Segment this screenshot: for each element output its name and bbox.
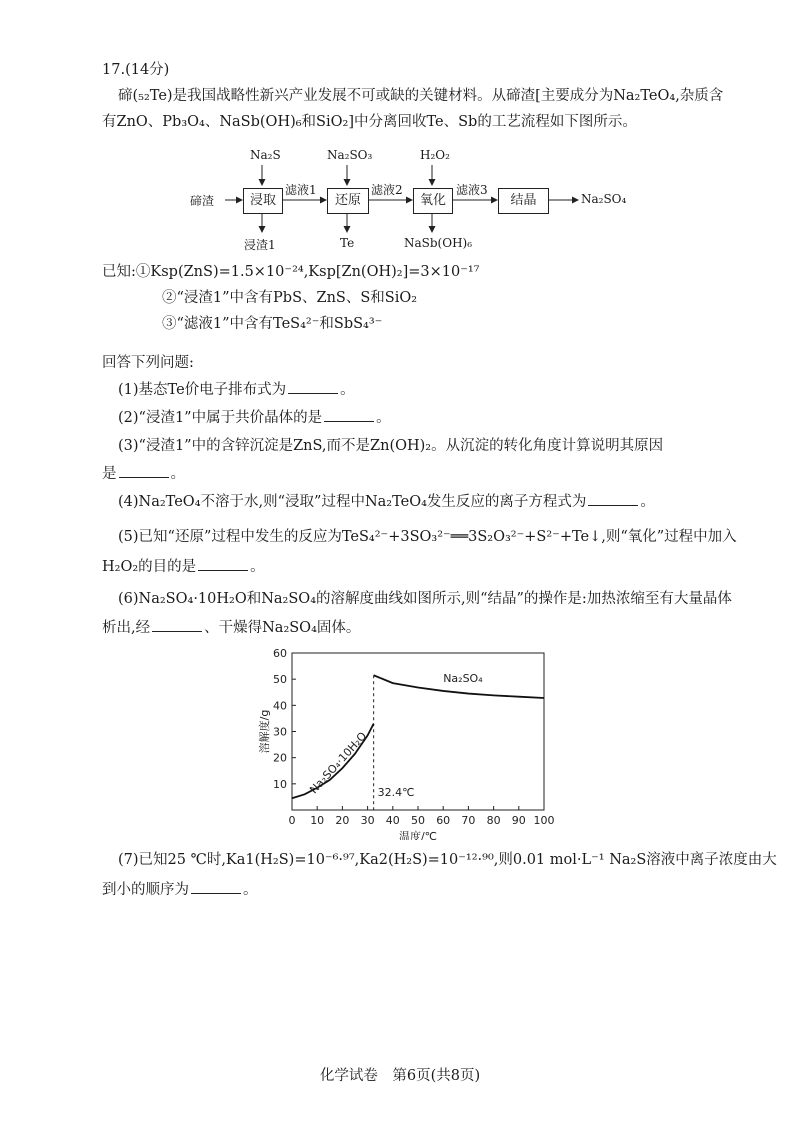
answer-blank-2[interactable] (324, 407, 374, 422)
answer-heading: 回答下列问题: (102, 355, 194, 371)
flow-box-oxidize: 氧化 (413, 188, 453, 214)
solubility-chart-svg (240, 640, 570, 840)
period-3: 。 (170, 466, 185, 482)
intro-line-2: 有ZnO、Pb₃O₄、NaSb(OH)₆和SiO₂]中分离回收Te、Sb的工艺流程如下图所示。 (102, 114, 637, 130)
subquestion-6-line-2 (102, 617, 360, 638)
x-tick-label-8: 80 (486, 814, 501, 827)
subquestion-7-text-2: 到小的顺序为 (102, 882, 189, 898)
answer-blank-4[interactable] (588, 491, 638, 506)
subquestion-6-text-2b: 、干燥得Na₂SO₄固体。 (204, 620, 361, 636)
subquestion-6-line-1: (6)Na₂SO₄·10H₂O和Na₂SO₄的溶解度曲线如图所示,则“结晶”的操作是:加热浓缩至有大量晶体 (118, 591, 732, 607)
y-tick-label-0: 10 (273, 777, 287, 791)
period-7: 。 (243, 882, 258, 898)
x-tick-label-7: 70 (461, 814, 476, 827)
x-tick-label-3: 30 (360, 814, 375, 827)
subquestion-7-line-1: (7)已知25 ℃时,Ka1(H₂S)=10⁻⁶·⁹⁷,Ka2(H₂S)=10⁻¹²·⁹⁰,则0.01 mol·L⁻¹ Na₂S溶液中离子浓度由大 (118, 852, 777, 868)
answer-blank-6[interactable] (152, 617, 202, 632)
subquestion-4-text: (4)Na₂TeO₄不溶于水,则“浸取”过程中Na₂TeO₄发生反应的离子方程式为 (118, 494, 587, 510)
y-axis-label: 溶解度/g (258, 709, 271, 754)
period-2: 。 (376, 410, 391, 426)
x-tick-label-10: 100 (533, 814, 555, 827)
subquestion-4 (118, 491, 655, 512)
x-axis-label: 温度/℃ (398, 830, 438, 840)
flowchart-arrows (0, 0, 800, 260)
filtrate-2-label: 滤液2 (371, 183, 403, 197)
subquestion-5-line-1: (5)已知“还原”过程中发生的反应为TeS₄²⁻+3SO₃²⁻══3S₂O₃²⁻+S²⁻+Te↓,则“氧化”过程中加入 (118, 529, 737, 545)
reagent-na2so3: Na₂SO₃ (327, 148, 373, 162)
subquestion-1-text: (1)基态Te价电子排布式为 (118, 382, 287, 398)
known-condition-3: ③“滤液1”中含有TeS₄²⁻和SbS₄³⁻ (162, 316, 383, 332)
transition-annotation: 32.4℃ (377, 785, 415, 799)
subquestion-3-line-2 (102, 463, 185, 484)
y-tick-label-1: 20 (273, 751, 287, 765)
subquestion-2-text: (2)“浸渣1”中属于共价晶体的是 (118, 410, 323, 426)
answer-blank-1[interactable] (288, 379, 338, 394)
x-tick-label-4: 40 (385, 814, 400, 827)
page-footer: 化学试卷 第6页(共8页) (319, 1068, 481, 1084)
question-number: 17. (102, 62, 126, 78)
x-tick-label-0: 0 (288, 814, 296, 827)
reagent-na2s: Na₂S (250, 148, 281, 162)
x-tick-label-9: 90 (511, 814, 526, 827)
y-tick-label-4: 50 (273, 673, 287, 687)
product-na2so4: Na₂SO₄ (581, 192, 627, 206)
x-tick-label-2: 20 (335, 814, 350, 827)
x-tick-label-1: 10 (310, 814, 325, 827)
y-tick-label-3: 40 (273, 699, 287, 713)
subquestion-2 (118, 407, 391, 428)
subquestion-5-text-2: H₂O₂的目的是 (102, 559, 197, 575)
subquestion-6-text-2a: 析出,经 (102, 620, 151, 636)
subquestion-5-line-2 (102, 556, 265, 577)
intro-line-1: 碲(₅₂Te)是我国战略性新兴产业发展不可或缺的关键材料。从碲渣[主要成分为Na₂TeO₄,杂质含 (118, 88, 724, 104)
answer-blank-7[interactable] (191, 879, 241, 894)
answer-blank-5[interactable] (198, 556, 248, 571)
subquestion-3-text-2: 是 (102, 466, 117, 482)
y-tick-label-2: 30 (273, 725, 287, 739)
flow-box-reduce: 还原 (327, 188, 369, 214)
flow-box-leach: 浸取 (243, 188, 283, 214)
known-condition-1: 已知:①Ksp(ZnS)=1.5×10⁻²⁴,Ksp[Zn(OH)₂]=3×10⁻¹⁷ (102, 264, 480, 280)
x-tick-label-5: 50 (411, 814, 425, 827)
answer-blank-3[interactable] (119, 463, 169, 478)
flow-box-crystallize: 结晶 (498, 188, 549, 214)
plot-frame (292, 653, 544, 810)
known-condition-2: ②“浸渣1”中含有PbS、ZnS、S和SiO₂ (162, 290, 418, 306)
filtrate-3-label: 滤液3 (456, 183, 488, 197)
period-4: 。 (640, 494, 655, 510)
subquestion-3-line-1: (3)“浸渣1”中的含锌沉淀是ZnS,而不是Zn(OH)₂。从沉淀的转化角度计算说明其原因 (118, 438, 664, 454)
subquestion-7-line-2 (102, 879, 258, 900)
series-label-1: Na₂SO₄ (443, 671, 483, 685)
y-tick-label-5: 60 (273, 647, 287, 660)
output-te: Te (340, 236, 355, 250)
output-nasboh6: NaSb(OH)₆ (404, 236, 473, 250)
reagent-h2o2: H₂O₂ (420, 148, 450, 162)
question-score: (14分) (125, 62, 170, 78)
filtrate-1-label: 滤液1 (285, 183, 317, 197)
solubility-chart (240, 640, 570, 840)
series-label-0: Na₂SO₄·10H₂O (307, 729, 370, 797)
period-5: 。 (250, 559, 265, 575)
subquestion-1 (118, 379, 355, 400)
flow-start-label: 碲渣 (190, 194, 215, 208)
period-1: 。 (340, 382, 355, 398)
output-residue-1: 浸渣1 (244, 238, 276, 252)
x-tick-label-6: 60 (436, 814, 451, 827)
